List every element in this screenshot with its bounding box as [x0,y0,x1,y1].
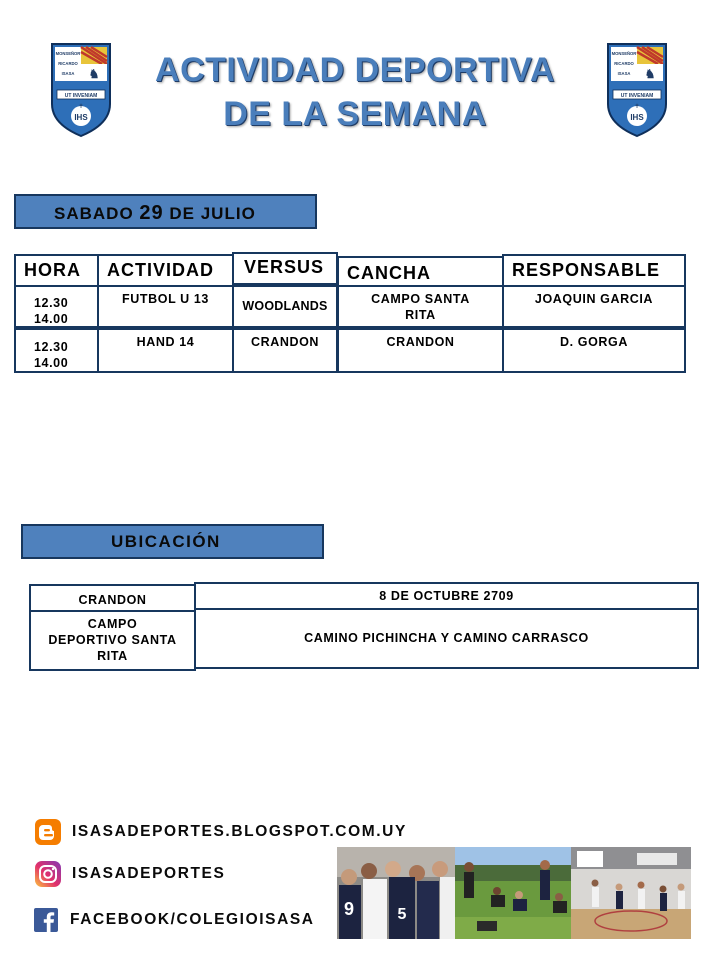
blogger-icon [34,818,62,846]
header-cancha: CANCHA [337,256,504,287]
table-row-1-hora [14,285,99,328]
table-row-1-versus: WOODLANDS [232,285,338,328]
instagram-handle[interactable]: ISASADEPORTES [72,865,226,882]
location-name-line1: CAMPO [87,617,138,631]
table-row-2-hora [14,328,99,373]
page-title-line1: ACTIVIDAD DEPORTIVA [155,51,555,89]
table-row-2-cancha [337,328,504,373]
location-1-name: CRANDON [29,584,196,612]
photo-football-field [455,847,571,939]
location-banner: UBICACIÓN [21,524,324,559]
date-month: DE JULIO [169,204,256,223]
facebook-link[interactable]: FACEBOOK/COLEGIOISASA [70,911,315,928]
hora-start: 12.30 [34,296,69,310]
photo-team-huddle [337,847,455,939]
svg-text:5: 5 [397,906,407,923]
table-row-1-actividad: FUTBOL U 13 [97,285,234,328]
svg-text:ISASA: ISASA [61,71,75,76]
table-row-2-actividad: HAND 14 [97,328,234,373]
svg-text:IHS: IHS [74,113,88,122]
cancha-line1: CAMPO SANTA [371,292,470,306]
location-2-name [29,610,196,671]
cancha-line2: RITA [405,308,436,322]
sports-photo-collage [337,847,691,939]
hora-start: 12.30 [34,340,69,354]
instagram-row[interactable] [34,860,225,888]
svg-text:IHS: IHS [630,113,644,122]
table-row-1-cancha [337,285,504,328]
svg-text:✝: ✝ [634,104,640,110]
facebook-row[interactable] [34,906,315,934]
school-crest-left [50,42,112,138]
svg-text:RICARDO: RICARDO [58,61,78,66]
svg-text:♞: ♞ [88,67,100,81]
date-day-number: 29 [139,202,164,224]
svg-text:9: 9 [343,899,355,919]
header-responsable: RESPONSABLE [502,254,686,287]
cancha-line1: CRANDON [386,335,455,349]
svg-text:♞: ♞ [644,67,656,81]
header-actividad: ACTIVIDAD [97,254,234,287]
location-name-line2: DEPORTIVO SANTA [48,633,177,647]
blog-link[interactable]: ISASADEPORTES.BLOGSPOT.COM.UY [72,823,407,840]
hora-end: 14.00 [34,312,69,326]
location-2-address: CAMINO PICHINCHA Y CAMINO CARRASCO [194,608,699,669]
svg-text:✝: ✝ [78,104,84,110]
facebook-icon [34,908,58,932]
table-row-2-versus: CRANDON [232,328,338,373]
svg-text:ISASA: ISASA [617,71,631,76]
hora-end: 14.00 [34,356,69,370]
date-day-name: SABADO [54,204,134,223]
svg-text:MONSEÑOR: MONSEÑOR [55,51,81,56]
instagram-icon [34,860,62,888]
table-row-2-responsable: D. GORGA [502,328,686,373]
svg-text:MONSEÑOR: MONSEÑOR [611,51,637,56]
photo-handball-gym [571,847,691,939]
date-banner [14,194,317,229]
svg-text:UT INVENIAM: UT INVENIAM [620,93,654,99]
svg-text:UT INVENIAM: UT INVENIAM [64,93,98,99]
header-hora: HORA [14,254,99,287]
header-versus: VERSUS [232,252,338,285]
school-crest-right [606,42,668,138]
page-title-line2: DE LA SEMANA [223,95,487,133]
table-row-1-responsable: JOAQUIN GARCIA [502,285,686,328]
location-name-line3: RITA [97,649,128,663]
blog-row[interactable] [34,818,407,846]
page-title [120,48,590,136]
svg-text:RICARDO: RICARDO [614,61,634,66]
location-1-address: 8 DE OCTUBRE 2709 [194,582,699,610]
